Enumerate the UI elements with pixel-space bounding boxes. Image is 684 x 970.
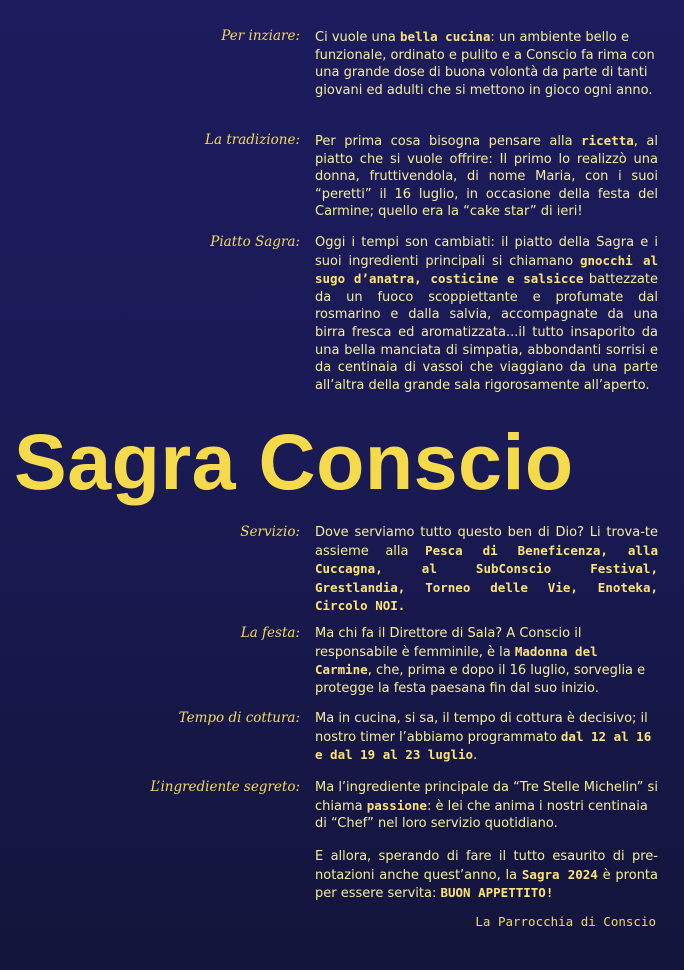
- section-label: La tradizione:: [205, 132, 300, 148]
- section-text: [315, 524, 658, 616]
- section-label: L’ingrediente segreto:: [150, 779, 300, 795]
- body-text: Dove serviamo tutto questo ben di Dio? Li trova-te assieme alla: [315, 525, 658, 559]
- highlight-text: dal 12 al 16 e dal 19 al 23 luglio: [315, 728, 652, 763]
- highlight-text: ricetta: [581, 133, 634, 148]
- section-label: Per inziare:: [221, 28, 300, 44]
- body-text: : è lei che anima i nostri centinaia di “Chef” nel loro servizio quotidiano.: [315, 798, 648, 832]
- body-text: : un ambiente bello e funzionale, ordinato e pulito e a Conscio fa rima con una grande dose di buona volontà da parte di tanti giovani ed adulti che si mettono in gioco ogni anno.: [315, 30, 655, 98]
- highlight-text: gnocchi al sugo d’anatra, costicine e salsicce: [315, 252, 658, 287]
- body-text: Ma chi fa il Direttore di Sala? A Conscio il responsabile è femminile, è la: [315, 626, 582, 660]
- highlight-text: Sagra 2024: [521, 866, 598, 882]
- highlight-text: passione: [366, 797, 427, 813]
- section-text: [315, 132, 658, 221]
- highlight-text: Madonna del Carmine: [315, 643, 598, 678]
- section-text: [315, 28, 658, 99]
- body-text: , che, prima e dopo il 16 luglio, sorveglia e protegge la festa paesana fin dal suo inizio.: [315, 663, 646, 696]
- body-text: Oggi i tempi son cambiati: il piatto della Sagra e i suoi ingredienti principali si chiamano: [315, 235, 658, 269]
- body-text: è pronta per essere servita:: [315, 867, 658, 902]
- highlight-text: BUON APPETTITO!: [440, 885, 554, 901]
- body-text: Ci vuole una: [315, 30, 401, 45]
- section-label: Tempo di cottura:: [178, 710, 300, 726]
- body-text: , al piatto che si vuole offrire: Il primo lo realizzò una donna, fruttivendola, di nome Maria, con i suoi “peretti” il 16 luglio, in occasione della festa del Carmine; quello era la “cake star” di ieri!: [315, 134, 659, 220]
- section-label: Servizio:: [240, 524, 300, 540]
- section-text: [315, 710, 658, 765]
- highlight-text: Pesca di Beneficenza, alla Cuccagna, al SubConscio Festival, Grestlandia, Torneo delle Vie, Enoteka, Circolo NOI.: [315, 542, 658, 614]
- body-text: E allora, sperando di fare il tutto esaurito di pre-notazioni anche quest’anno, la: [315, 849, 658, 883]
- body-text: Ma in cucina, si sa, il tempo di cottura è decisivo; il nostro timer l’abbiamo programmato: [315, 711, 648, 745]
- section-text: [315, 779, 658, 833]
- body-text: battezzate da un fuoco scoppiettante e profumate dal rosmarino e dalla salvia, accompagnate da una birra fresca ed aromatizzata...il tutto insaporito da una bella manciata di simpatia, abbondanti sorrisi e da centinaia di vassoi che viaggiano da una parte all’altra della grande sala rigorosamente all’aperto.: [315, 272, 658, 393]
- section-text: [315, 234, 658, 394]
- body-text: .: [473, 748, 478, 764]
- page-title: Sagra Conscio: [14, 417, 574, 506]
- body-text: Per prima cosa bisogna pensare alla: [315, 134, 582, 149]
- body-text: Ma l’ingrediente principale da “Tre Stelle Michelin” si chiama: [315, 780, 658, 814]
- highlight-text: bella cucina: [400, 29, 491, 44]
- section-text: [315, 848, 658, 903]
- section-text: [315, 625, 658, 697]
- signature: La Parrocchia di Conscio: [475, 914, 656, 929]
- section-label: La festa:: [240, 625, 300, 641]
- section-label: Piatto Sagra:: [210, 234, 300, 250]
